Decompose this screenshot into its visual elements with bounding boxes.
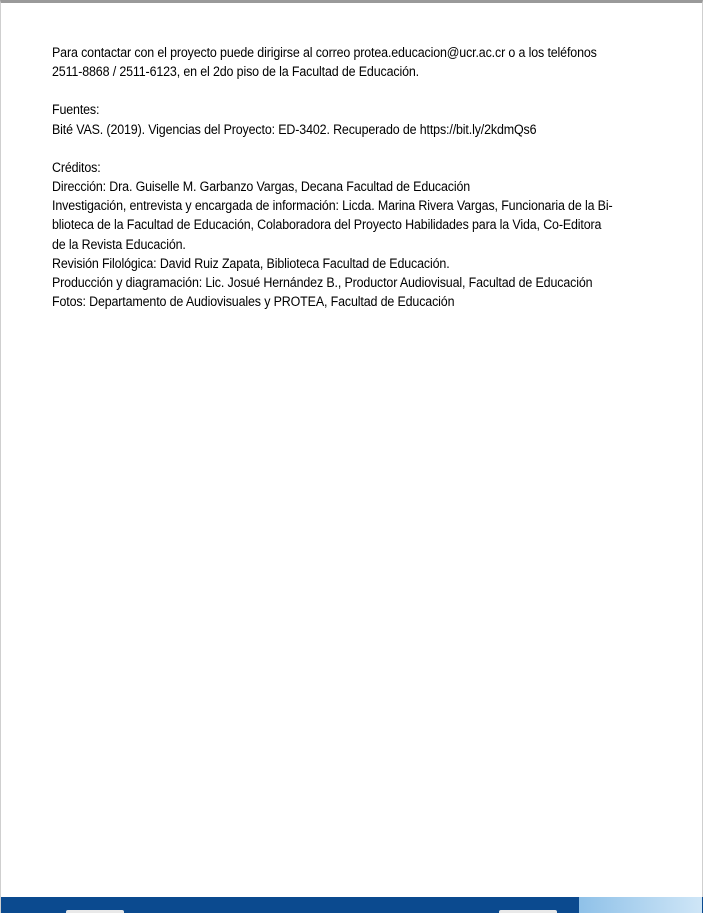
contact-line: Para contactar con el proyecto puede dirigirse al correo protea.educacion@ucr.ac.cr o a los teléfonos bbox=[52, 45, 597, 60]
footer-accent bbox=[579, 897, 702, 913]
contact-paragraph bbox=[52, 43, 658, 81]
credits-line: blioteca de la Facultad de Educación, Colaboradora del Proyecto Habilidades para la Vida, Co-Editora bbox=[52, 217, 602, 233]
credits-line: Producción y diagramación: Lic. Josué Hernández B., Productor Audiovisual, Facultad de Educación bbox=[52, 275, 593, 291]
sources-heading: Fuentes: bbox=[52, 102, 100, 118]
credits-paragraph bbox=[52, 158, 658, 312]
credits-line: Investigación, entrevista y encargada de información: Licda. Marina Rivera Vargas, Funcionaria de la Bi- bbox=[52, 198, 613, 214]
credits-line: Fotos: Departamento de Audiovisuales y PROTEA, Facultad de Educación bbox=[52, 294, 455, 310]
sources-line: Bité VAS. (2019). Vigencias del Proyecto: ED-3402. Recuperado de https://bit.ly/2kdmQs6 bbox=[52, 121, 537, 137]
document-content bbox=[52, 43, 658, 311]
contact-line: 2511-8868 / 2511-6123, en el 2do piso de la Facultad de Educación. bbox=[52, 64, 419, 80]
credits-heading: Créditos: bbox=[52, 159, 101, 175]
paragraph-spacer bbox=[52, 139, 658, 158]
paragraph-spacer bbox=[52, 81, 658, 100]
credits-line: Dirección: Dra. Guiselle M. Garbanzo Vargas, Decana Facultad de Educación bbox=[52, 179, 471, 195]
credits-line: Revisión Filológica: David Ruiz Zapata, Biblioteca Facultad de Educación. bbox=[52, 255, 450, 271]
credits-line: de la Revista Educación. bbox=[52, 236, 186, 252]
sources-paragraph bbox=[52, 100, 658, 138]
